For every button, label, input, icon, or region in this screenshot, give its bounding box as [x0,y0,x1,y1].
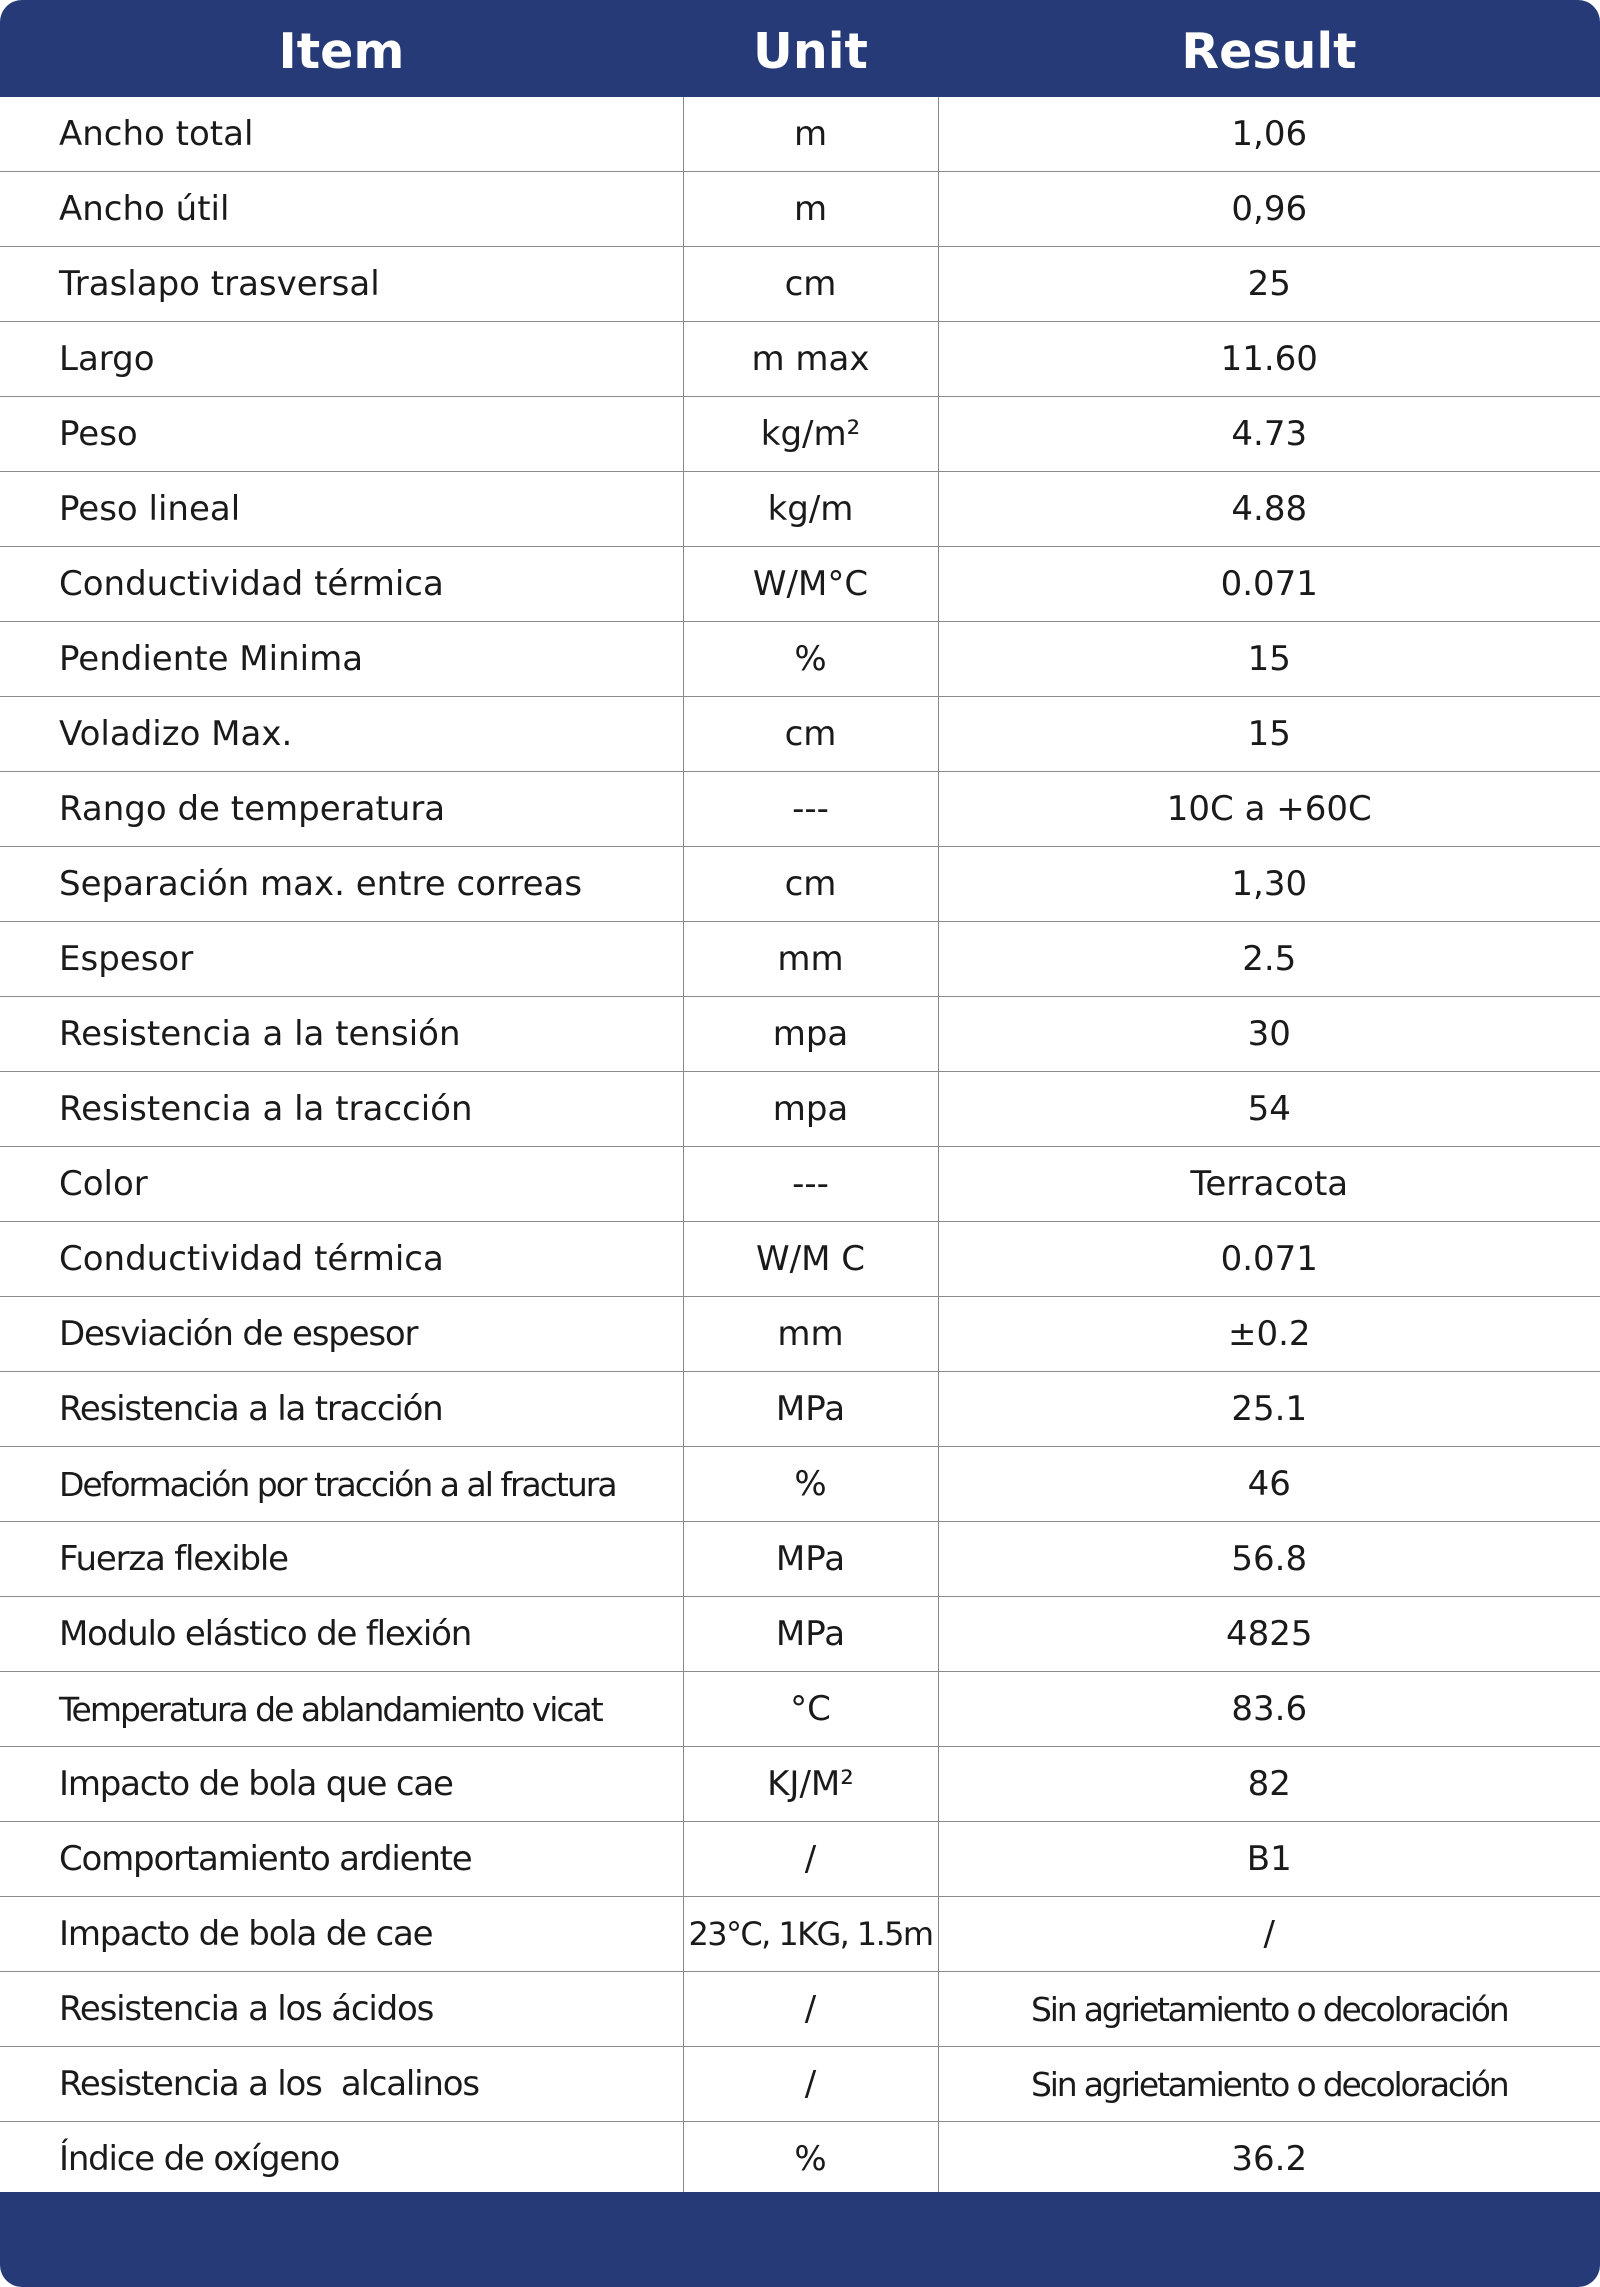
spec-table [0,97,1600,2197]
table-row [0,622,1600,697]
unit-cell: % [683,1447,938,1522]
item-cell: Impacto de bola que cae [0,1747,683,1822]
result-cell: 0.071 [938,547,1600,622]
unit-cell: KJ/M² [683,1747,938,1822]
result-cell: 82 [938,1747,1600,1822]
table-row [0,172,1600,247]
table-row [0,772,1600,847]
unit-cell: mpa [683,1072,938,1147]
table-row [0,1297,1600,1372]
header-item: Item [278,23,405,80]
unit-cell: / [683,2047,938,2122]
unit-cell: W/M°C [683,547,938,622]
table-row [0,97,1600,172]
table-row [0,697,1600,772]
table-row [0,397,1600,472]
result-cell: 4825 [938,1597,1600,1672]
table-row [0,997,1600,1072]
result-cell: 4.88 [938,472,1600,547]
result-cell: Sin agrietamiento o decoloración [938,2047,1600,2122]
unit-cell: % [683,2122,938,2197]
item-cell: Impacto de bola de cae [0,1897,683,1972]
result-cell: 11.60 [938,322,1600,397]
result-cell: ±0.2 [938,1297,1600,1372]
item-cell: Conductividad térmica [0,547,683,622]
result-cell: 25 [938,247,1600,322]
item-cell: Desviación de espesor [0,1297,683,1372]
item-cell: Espesor [0,922,683,997]
item-cell: Temperatura de ablandamiento vicat [0,1672,683,1747]
item-cell: Traslapo trasversal [0,247,683,322]
table-row [0,247,1600,322]
item-cell: Índice de oxígeno [0,2122,683,2197]
item-cell: Voladizo Max. [0,697,683,772]
unit-cell: °C [683,1672,938,1747]
table-row [0,1222,1600,1297]
result-cell: 0,96 [938,172,1600,247]
unit-cell: MPa [683,1372,938,1447]
item-cell: Separación max. entre correas [0,847,683,922]
table-row [0,1597,1600,1672]
table-row [0,1447,1600,1522]
unit-cell: mm [683,1297,938,1372]
item-cell: Deformación por tracción a al fractura [0,1447,683,1522]
unit-cell: MPa [683,1522,938,1597]
result-cell: 4.73 [938,397,1600,472]
table-row [0,472,1600,547]
unit-cell: cm [683,697,938,772]
result-cell: 56.8 [938,1522,1600,1597]
item-cell: Largo [0,322,683,397]
result-cell: 15 [938,697,1600,772]
item-cell: Resistencia a la tracción [0,1072,683,1147]
table-row [0,1372,1600,1447]
item-cell: Modulo elástico de flexión [0,1597,683,1672]
table-row [0,1747,1600,1822]
unit-cell: MPa [683,1597,938,1672]
unit-cell: cm [683,847,938,922]
result-cell: 36.2 [938,2122,1600,2197]
item-cell: Resistencia a la tensión [0,997,683,1072]
item-cell: Resistencia a los alcalinos [0,2047,683,2122]
unit-cell: W/M C [683,1222,938,1297]
table-footer-bar [0,2192,1600,2287]
result-cell: 15 [938,622,1600,697]
table-header [0,0,1600,97]
result-cell: 25.1 [938,1372,1600,1447]
result-cell: 46 [938,1447,1600,1522]
table-row [0,1897,1600,1972]
result-cell: 30 [938,997,1600,1072]
item-cell: Ancho útil [0,172,683,247]
result-cell: 1,30 [938,847,1600,922]
result-cell: / [938,1897,1600,1972]
unit-cell: mm [683,922,938,997]
unit-cell: / [683,1972,938,2047]
table-row [0,922,1600,997]
unit-cell: mpa [683,997,938,1072]
unit-cell: kg/m² [683,397,938,472]
unit-cell: 23°C, 1KG, 1.5m [683,1897,938,1972]
item-cell: Comportamiento ardiente [0,1822,683,1897]
result-cell: 10C a +60C [938,772,1600,847]
table-row [0,547,1600,622]
unit-cell: m [683,172,938,247]
unit-cell: --- [683,772,938,847]
item-cell: Ancho total [0,97,683,172]
table-row [0,847,1600,922]
header-unit: Unit [753,23,868,80]
table-row [0,1972,1600,2047]
unit-cell: --- [683,1147,938,1222]
result-cell: 54 [938,1072,1600,1147]
table-row [0,2122,1600,2197]
item-cell: Pendiente Minima [0,622,683,697]
unit-cell: / [683,1822,938,1897]
table-row [0,1522,1600,1597]
item-cell: Peso [0,397,683,472]
item-cell: Fuerza flexible [0,1522,683,1597]
result-cell: Sin agrietamiento o decoloración [938,1972,1600,2047]
unit-cell: m max [683,322,938,397]
table-row [0,322,1600,397]
unit-cell: m [683,97,938,172]
result-cell: B1 [938,1822,1600,1897]
unit-cell: cm [683,247,938,322]
result-cell: 0.071 [938,1222,1600,1297]
result-cell: 1,06 [938,97,1600,172]
unit-cell: kg/m [683,472,938,547]
header-result: Result [1181,23,1357,80]
result-cell: 2.5 [938,922,1600,997]
item-cell: Peso lineal [0,472,683,547]
table-row [0,1822,1600,1897]
result-cell: 83.6 [938,1672,1600,1747]
table-row [0,1147,1600,1222]
item-cell: Resistencia a la tracción [0,1372,683,1447]
table-row [0,2047,1600,2122]
item-cell: Color [0,1147,683,1222]
table-row [0,1072,1600,1147]
unit-cell: % [683,622,938,697]
item-cell: Resistencia a los ácidos [0,1972,683,2047]
item-cell: Rango de temperatura [0,772,683,847]
item-cell: Conductividad térmica [0,1222,683,1297]
result-cell: Terracota [938,1147,1600,1222]
table-row [0,1672,1600,1747]
